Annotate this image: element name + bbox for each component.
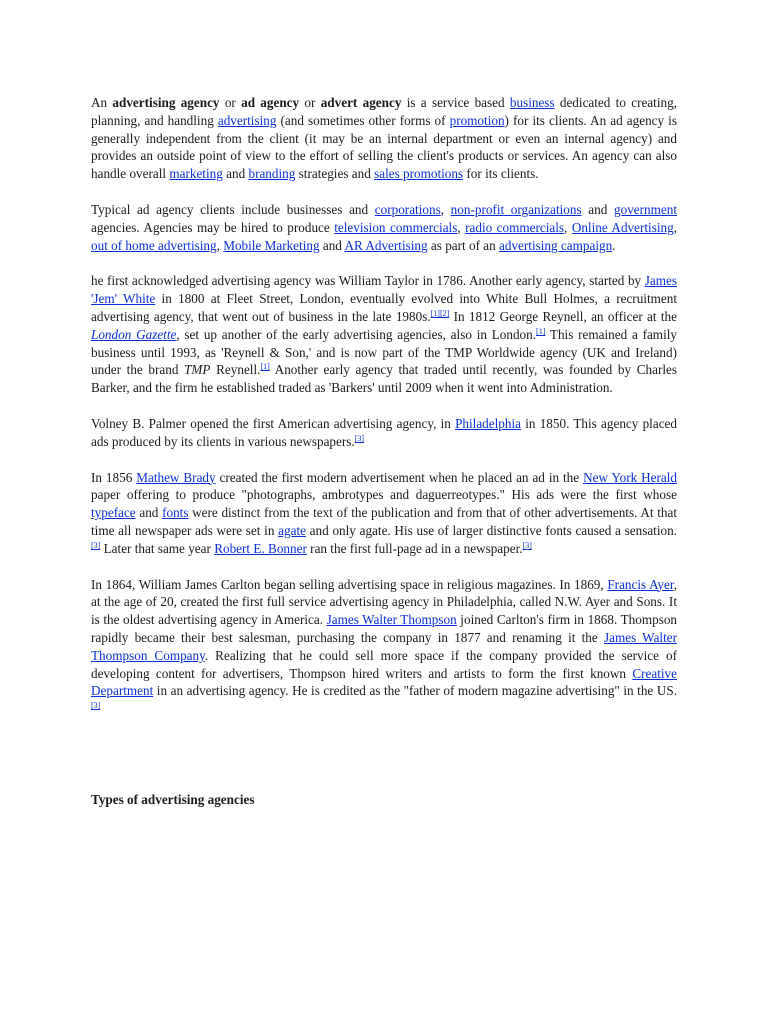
text-run: and: [581, 201, 615, 217]
text-run: , at the age of 20, created the first full service advertising agency in Philadelphia, called N.W. Ayer and Sons. It is the oldest advertising agency in America.: [91, 576, 677, 628]
citation-link[interactable]: [3]: [354, 433, 365, 443]
text-run: joined Carlton's firm in 1868. Thompson rapidly became their best salesman, purchasing the company in 1877 and renaming it the: [91, 612, 678, 645]
inline-link[interactable]: New York Herald: [583, 469, 677, 485]
citation: [91, 701, 100, 710]
text-run: for its clients.: [463, 166, 539, 182]
bold-term: advertising agency: [112, 95, 220, 110]
text-run: he first acknowledged advertising agency was William Taylor in 1786. Another early agency, started by: [91, 273, 645, 289]
para-history-london: [91, 272, 677, 397]
text-run: as part of an: [427, 237, 500, 253]
text-run: created the first modern advertisement when he placed an ad in the: [215, 469, 584, 485]
text-run: ) for its clients. An ad agency is generally independent from the client (it may be an internal department or even an internal agency) and provides an outside point of view to the effort of selling the client's products or services. An agency can also handle overall: [91, 112, 677, 182]
inline-link[interactable]: advertising: [217, 112, 277, 128]
text-run: dedicated to creating, planning, and handling: [91, 95, 677, 128]
inline-link[interactable]: James 'Jem' White: [91, 273, 677, 307]
text-run: and: [319, 237, 345, 253]
citation: [431, 309, 450, 318]
text-run: ,: [457, 219, 466, 235]
citation-link[interactable]: [1]: [536, 326, 546, 336]
text-run: agencies. Agencies may be hired to produce: [91, 219, 335, 235]
text-run: Reynell.: [210, 362, 261, 378]
text-run: and only agate. His use of larger distinctive fonts caused a sensation.: [305, 522, 677, 538]
inline-link[interactable]: business: [509, 95, 555, 110]
text-run: Typical ad agency clients include businesses and: [91, 201, 375, 217]
citation: [355, 434, 364, 443]
inline-link[interactable]: AR Advertising: [344, 237, 428, 253]
para-brady: [91, 469, 677, 558]
inline-link[interactable]: advertising campaign: [499, 237, 613, 253]
text-run: ,: [673, 219, 678, 235]
inline-link[interactable]: corporations: [374, 201, 441, 217]
text-run: paper offering to produce "photographs, ambrotypes and daguerreotypes." His ads were the first whose: [91, 487, 677, 503]
text-run: Later that same year: [100, 540, 215, 556]
italic-term: TMP: [184, 362, 211, 378]
inline-link[interactable]: marketing: [169, 166, 223, 182]
inline-link[interactable]: agate: [278, 522, 306, 538]
text-run: is a service based: [401, 95, 510, 110]
citation: [260, 362, 269, 371]
inline-link[interactable]: London Gazette: [91, 326, 177, 342]
citation-link[interactable]: [3]: [522, 540, 532, 550]
para-definition: [91, 94, 677, 183]
inline-link[interactable]: non-profit organizations: [450, 201, 582, 217]
text-run: .: [612, 237, 616, 253]
text-run: in 1850. This agency placed ads produced by its clients in various newspapers.: [91, 415, 677, 449]
text-run: This remained a family business until 1993, as 'Reynell & Son,' and is now part of the TMP Worldwide agency (UK and Ireland) under the brand: [91, 326, 677, 378]
inline-link[interactable]: promotion: [449, 112, 505, 128]
text-run: and: [222, 166, 249, 182]
text-run: Another early agency that traded until recently, was founded by Charles Barker, and the firm he established traded as 'Barkers' until 2009 when it went into Administration.: [91, 362, 677, 396]
inline-link[interactable]: Online Advertising: [571, 219, 674, 235]
inline-link[interactable]: fonts: [162, 505, 189, 521]
inline-link[interactable]: James Walter Thompson: [326, 612, 457, 628]
text-run: ,: [564, 219, 572, 235]
text-run: or: [299, 95, 321, 110]
text-run: strategies and: [295, 166, 375, 182]
text-run: Volney B. Palmer opened the first American advertising agency, in: [91, 415, 456, 431]
citation-link[interactable]: [1][2]: [430, 308, 450, 318]
inline-link[interactable]: Robert E. Bonner: [214, 540, 307, 556]
inline-link[interactable]: radio commercials: [465, 219, 565, 235]
inline-link[interactable]: sales promotions: [374, 166, 464, 182]
text-run: An: [91, 95, 113, 110]
bold-term: advert agency: [320, 95, 402, 110]
text-run: . Realizing that he could sell more space if the company provided the service of developing content for advertisers, Thompson hired writers and artists to form the first known: [91, 647, 677, 681]
text-run: ran the first full-page ad in a newspaper.: [306, 540, 523, 556]
text-run: In 1856: [91, 469, 137, 485]
blank-space: [91, 736, 677, 791]
citation: [523, 541, 532, 550]
citation: [536, 327, 545, 336]
text-run: in 1800 at Fleet Street, London, eventually evolved into White Bull Holmes, a recruitment advertising agency, that went out of business in the late 1980s.: [91, 291, 677, 324]
inline-link[interactable]: typeface: [91, 505, 136, 521]
text-run: , set up another of the early advertising agencies, also in London.: [176, 326, 537, 342]
inline-link[interactable]: Mathew Brady: [136, 469, 216, 485]
inline-link[interactable]: Creative Department: [91, 665, 677, 699]
inline-link[interactable]: Philadelphia: [455, 415, 522, 431]
text-run: (and sometimes other forms of: [276, 112, 450, 128]
inline-link[interactable]: Francis Ayer: [607, 576, 674, 592]
article-body: [91, 94, 677, 718]
para-clients: [91, 201, 677, 254]
inline-link[interactable]: James Walter Thompson Company: [91, 629, 677, 663]
text-run: in an advertising agency. He is credited as the "father of modern magazine advertising" in the US.: [153, 683, 677, 699]
para-palmer: [91, 415, 677, 451]
citation-link[interactable]: [1]: [260, 362, 270, 372]
citation: [91, 541, 100, 550]
inline-link[interactable]: government: [614, 201, 678, 217]
text-run: In 1864, William James Carlton began selling advertising space in religious magazines. In 1869,: [91, 576, 608, 592]
section-heading: Types of advertising agencies: [91, 791, 255, 807]
inline-link[interactable]: branding: [248, 166, 296, 182]
citation-link[interactable]: [3]: [91, 701, 101, 711]
text-run: were distinct from the text of the publication and from that of other advertisements. At that time all newspaper ads were set in: [91, 505, 677, 538]
text-run: and: [135, 505, 163, 521]
inline-link[interactable]: out of home advertising: [91, 237, 217, 253]
bold-term: ad agency: [241, 95, 300, 110]
text-run: ,: [216, 237, 224, 253]
citation-link[interactable]: [3]: [91, 540, 101, 550]
text-run: or: [219, 95, 242, 110]
para-carlton: [91, 576, 677, 718]
inline-link[interactable]: television commercials: [334, 219, 458, 235]
text-run: ,: [440, 201, 451, 217]
text-run: In 1812 George Reynell, an officer at the: [449, 308, 677, 324]
inline-link[interactable]: Mobile Marketing: [223, 237, 320, 253]
